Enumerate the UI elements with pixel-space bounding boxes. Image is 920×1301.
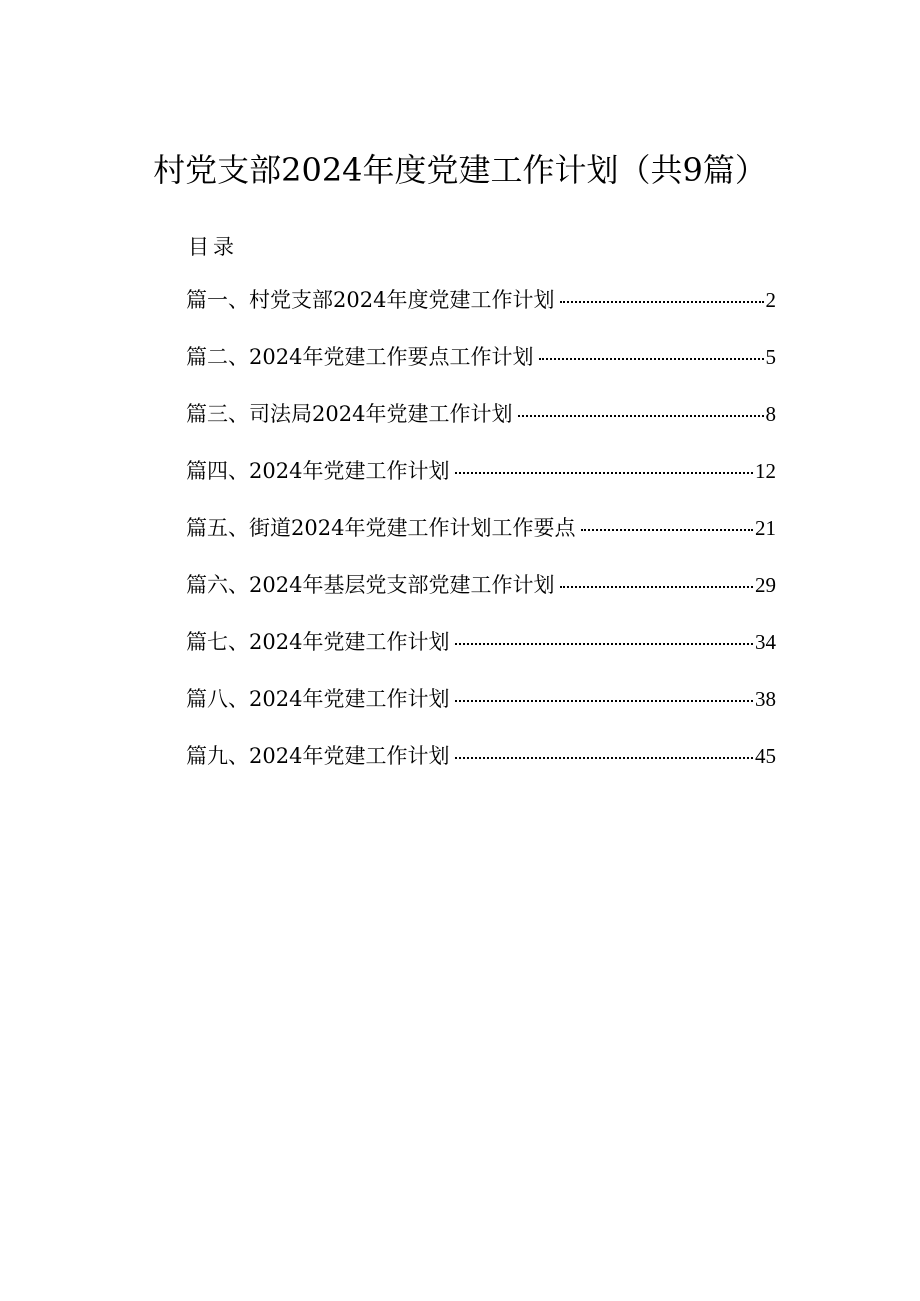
- toc-entry-label: 篇五、街道2024年党建工作计划工作要点: [186, 516, 576, 540]
- toc-entry-7[interactable]: [186, 624, 776, 681]
- toc-dot-leader: [455, 643, 753, 645]
- toc-page-number: 34: [755, 630, 776, 654]
- toc-dot-leader: [560, 586, 753, 588]
- toc-heading: 目录: [188, 235, 238, 259]
- toc-dot-leader: [581, 529, 753, 531]
- toc-entry-label: 篇九、2024年党建工作计划: [186, 744, 450, 768]
- toc-page-number: 8: [765, 402, 776, 426]
- toc-dot-leader: [455, 757, 753, 759]
- toc-entry-label: 篇八、2024年党建工作计划: [186, 687, 450, 711]
- toc-entry-label: 篇二、2024年党建工作要点工作计划: [186, 345, 534, 369]
- toc-entry-2[interactable]: [186, 339, 776, 396]
- toc-entry-label: 篇一、村党支部2024年度党建工作计划: [186, 288, 555, 312]
- toc-page-number: 38: [755, 687, 776, 711]
- toc-dot-leader: [539, 358, 763, 360]
- toc-entry-9[interactable]: [186, 738, 776, 795]
- toc-dot-leader: [518, 415, 763, 417]
- toc-page-number: 2: [765, 288, 776, 312]
- toc-page-number: 21: [755, 516, 776, 540]
- document-title: 村党支部2024年度党建工作计划（共9篇）: [153, 151, 767, 189]
- toc-page-number: 12: [755, 459, 776, 483]
- toc-entry-6[interactable]: [186, 567, 776, 624]
- table-of-contents: [186, 282, 776, 795]
- toc-entry-label: 篇七、2024年党建工作计划: [186, 630, 450, 654]
- toc-entry-5[interactable]: [186, 510, 776, 567]
- toc-entry-label: 篇四、2024年党建工作计划: [186, 459, 450, 483]
- toc-page-number: 5: [765, 345, 776, 369]
- toc-page-number: 45: [755, 744, 776, 768]
- toc-page-number: 29: [755, 573, 776, 597]
- toc-entry-3[interactable]: [186, 396, 776, 453]
- toc-entry-1[interactable]: [186, 282, 776, 339]
- toc-dot-leader: [560, 301, 763, 303]
- toc-entry-4[interactable]: [186, 453, 776, 510]
- toc-entry-8[interactable]: [186, 681, 776, 738]
- toc-entry-label: 篇六、2024年基层党支部党建工作计划: [186, 573, 555, 597]
- toc-dot-leader: [455, 700, 753, 702]
- toc-dot-leader: [455, 472, 753, 474]
- toc-entry-label: 篇三、司法局2024年党建工作计划: [186, 402, 513, 426]
